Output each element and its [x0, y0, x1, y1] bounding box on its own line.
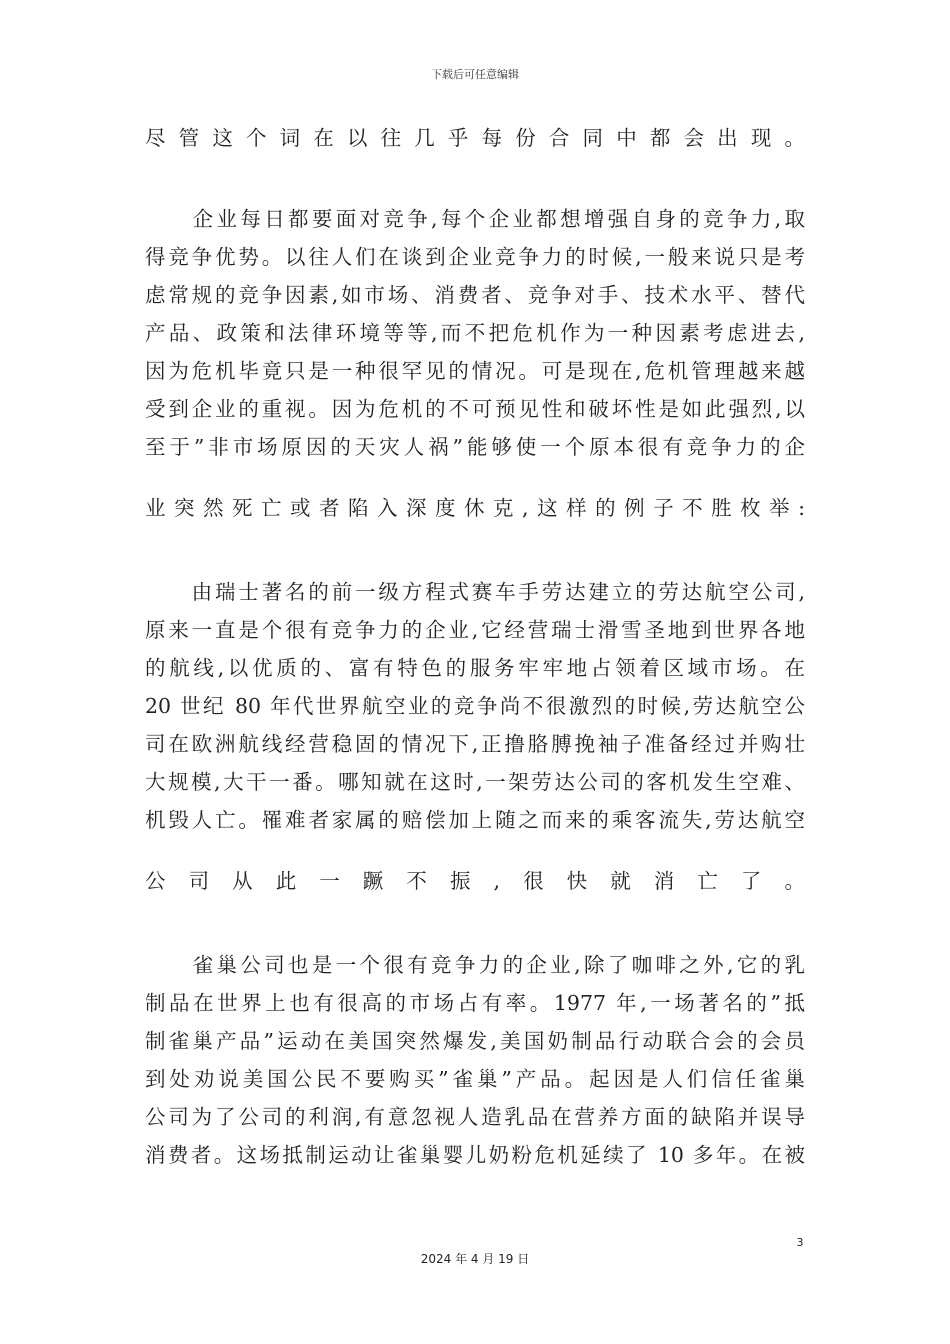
- text-line: 由瑞士著名的前一级方程式赛车手劳达建立的劳达航空公司,: [145, 580, 805, 604]
- text-line: 制品在世界上也有很高的市场占有率。1977 年,一场著名的”抵: [145, 991, 805, 1015]
- text-line: 受到企业的重视。因为危机的不可预见性和破坏性是如此强烈,以: [145, 397, 805, 421]
- text-line: 消费者。这场抵制运动让雀巢婴儿奶粉危机延续了 10 多年。在被: [145, 1143, 805, 1167]
- text-line: 企业每日都要面对竞争,每个企业都想增强自身的竞争力,取: [145, 207, 805, 231]
- text-line: 大规模,大干一番。哪知就在这时,一架劳达公司的客机发生空难、: [145, 770, 805, 794]
- text-line: 得竞争优势。以往人们在谈到企业竞争力的时候,一般来说只是考: [145, 245, 805, 269]
- text-line: 20 世纪 80 年代世界航空业的竞争尚不很激烈的时候,劳达航空公: [145, 694, 805, 718]
- text-line: 公司为了公司的利润,有意忽视人造乳品在营养方面的缺陷并误导: [145, 1105, 805, 1129]
- text-line: 虑常规的竞争因素,如市场、消费者、竞争对手、技术水平、替代: [145, 283, 805, 307]
- text-line: 的航线,以优质的、富有特色的服务牢牢地占领着区域市场。在: [145, 656, 805, 680]
- text-line: 到处劝说美国公民不要购买”雀巢”产品。起因是人们信任雀巢: [145, 1067, 805, 1091]
- text-line: 业突然死亡或者陷入深度休克,这样的例子不胜枚举:: [145, 496, 805, 520]
- text-line: 因为危机毕竟只是一种很罕见的情况。可是现在,危机管理越来越: [145, 359, 805, 383]
- text-line: 机毁人亡。罹难者家属的赔偿加上随之而来的乘客流失,劳达航空: [145, 808, 805, 832]
- text-line: 公司从此一蹶不振,很快就消亡了。: [145, 869, 805, 893]
- page-header: 下载后可任意编辑: [431, 68, 519, 81]
- text-line: 制雀巢产品”运动在美国突然爆发,美国奶制品行动联合会的会员: [145, 1029, 805, 1053]
- text-line: 原来一直是个很有竞争力的企业,它经营瑞士滑雪圣地到世界各地: [145, 618, 805, 642]
- text-line: 司在欧洲航线经营稳固的情况下,正撸胳膊挽袖子准备经过并购壮: [145, 732, 805, 756]
- page-footer-date: 2024 年 4 月 19 日: [420, 1252, 530, 1266]
- text-line: 至于”非市场原因的天灾人祸”能够使一个原本很有竞争力的企: [145, 435, 805, 459]
- text-line: 雀巢公司也是一个很有竞争力的企业,除了咖啡之外,它的乳: [145, 953, 805, 977]
- text-line: 尽管这个词在以往几乎每份合同中都会出现。: [145, 126, 805, 150]
- text-line: 产品、政策和法律环境等等,而不把危机作为一种因素考虑进去,: [145, 321, 805, 345]
- page-number: 3: [796, 1236, 804, 1249]
